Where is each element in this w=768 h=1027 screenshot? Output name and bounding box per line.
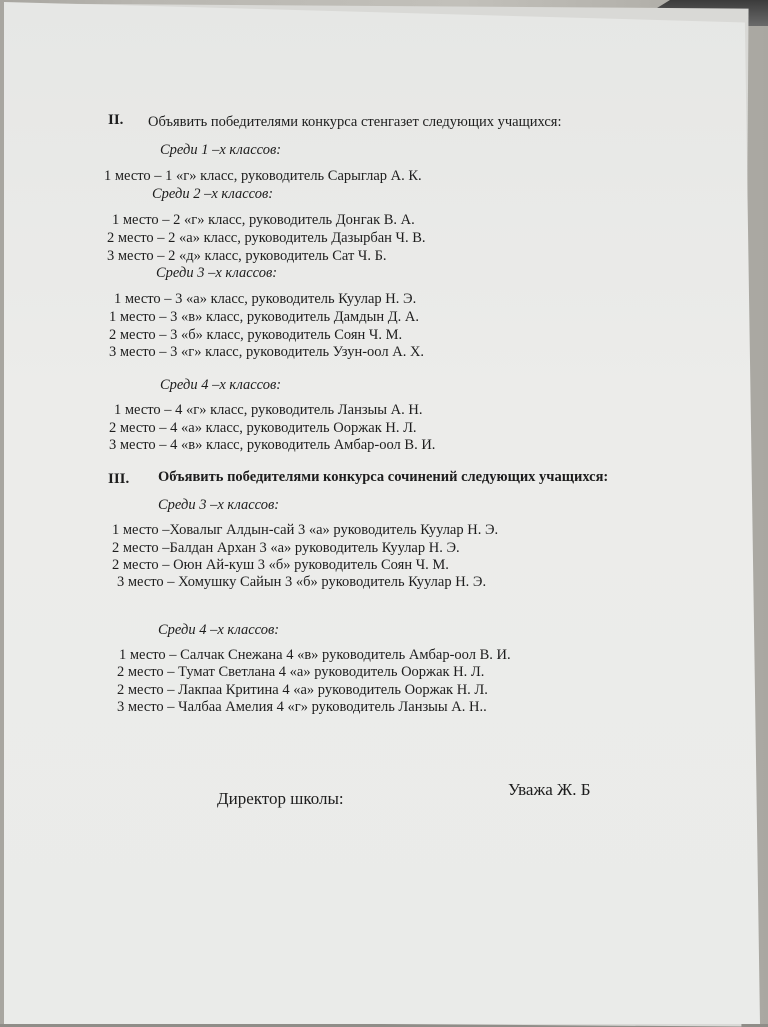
section-2-group-2-line-1: 1 место – 2 «г» класс, руководитель Донгак В. А. (112, 212, 415, 228)
section-2-group-3-line-1: 1 место – 3 «а» класс, руководитель Куулар Н. Э. (114, 291, 417, 307)
section-3-group-1-line-3: 2 место – Оюн Ай-куш 3 «б» руководитель Соян Ч. М. (112, 557, 449, 573)
section-2-group-4-heading: Среди 4 –х классов: (160, 377, 282, 393)
section-2-group-4-line-1: 1 место – 4 «г» класс, руководитель Ланзыы А. Н. (114, 402, 423, 418)
signature-role: Директор школы: (217, 789, 344, 808)
section-2-group-2-heading: Среди 2 –х классов: (152, 186, 274, 202)
section-3-group-1-line-1: 1 место –Ховалыг Алдын-сай 3 «а» руководитель Куулар Н. Э. (112, 522, 499, 538)
section-2-group-3-line-3: 2 место – 3 «б» класс, руководитель Соян Ч. М. (109, 327, 403, 343)
section-3-group-1-heading: Среди 3 –х классов: (158, 497, 280, 513)
section-3-group-2-line-3: 2 место – Лакпаа Критина 4 «а» руководитель Ооржак Н. Л. (117, 682, 488, 698)
section-3-group-2-line-4: 3 место – Чалбаа Амелия 4 «г» руководитель Ланзыы А. Н.. (117, 699, 487, 715)
section-2-group-1-line-1: 1 место – 1 «г» класс, руководитель Сарыглар А. К. (104, 168, 422, 184)
section-2-group-2-line-2: 2 место – 2 «а» класс, руководитель Дазырбан Ч. В. (107, 230, 426, 246)
section-3-number: III. (108, 471, 130, 487)
section-3-group-1-line-2: 2 место –Балдан Архан 3 «а» руководитель Куулар Н. Э. (112, 540, 460, 556)
section-2-group-4-line-2: 2 место – 4 «а» класс, руководитель Ооржак Н. Л. (109, 420, 417, 436)
section-2-group-2-line-3: 3 место – 2 «д» класс, руководитель Сат Ч. Б. (107, 248, 387, 264)
section-2-group-3-heading: Среди 3 –х классов: (156, 265, 278, 281)
section-2-title: Объявить победителями конкурса стенгазет следующих учащихся: (148, 114, 562, 130)
section-2-group-4-line-3: 3 место – 4 «в» класс, руководитель Амбар-оол В. И. (109, 437, 436, 453)
signature-name: Уважа Ж. Б (508, 780, 591, 799)
section-3-title: Объявить победителями конкурса сочинений следующих учащихся: (158, 469, 609, 485)
section-2-group-3-line-2: 1 место – 3 «в» класс, руководитель Дамдын Д. А. (109, 309, 419, 325)
section-2-group-3-line-4: 3 место – 3 «г» класс, руководитель Узун-оол А. Х. (109, 344, 425, 360)
section-3-group-2-line-2: 2 место – Тумат Светлана 4 «а» руководитель Ооржак Н. Л. (117, 664, 485, 680)
section-2-number: II. (108, 112, 124, 128)
section-3-group-1-line-4: 3 место – Хомушку Сайын 3 «б» руководитель Куулар Н. Э. (117, 574, 487, 590)
section-2-group-1-heading: Среди 1 –х классов: (160, 142, 282, 158)
section-3-group-2-heading: Среди 4 –х классов: (158, 622, 280, 638)
section-3-group-2-line-1: 1 место – Салчак Снежана 4 «в» руководитель Амбар-оол В. И. (119, 647, 511, 663)
